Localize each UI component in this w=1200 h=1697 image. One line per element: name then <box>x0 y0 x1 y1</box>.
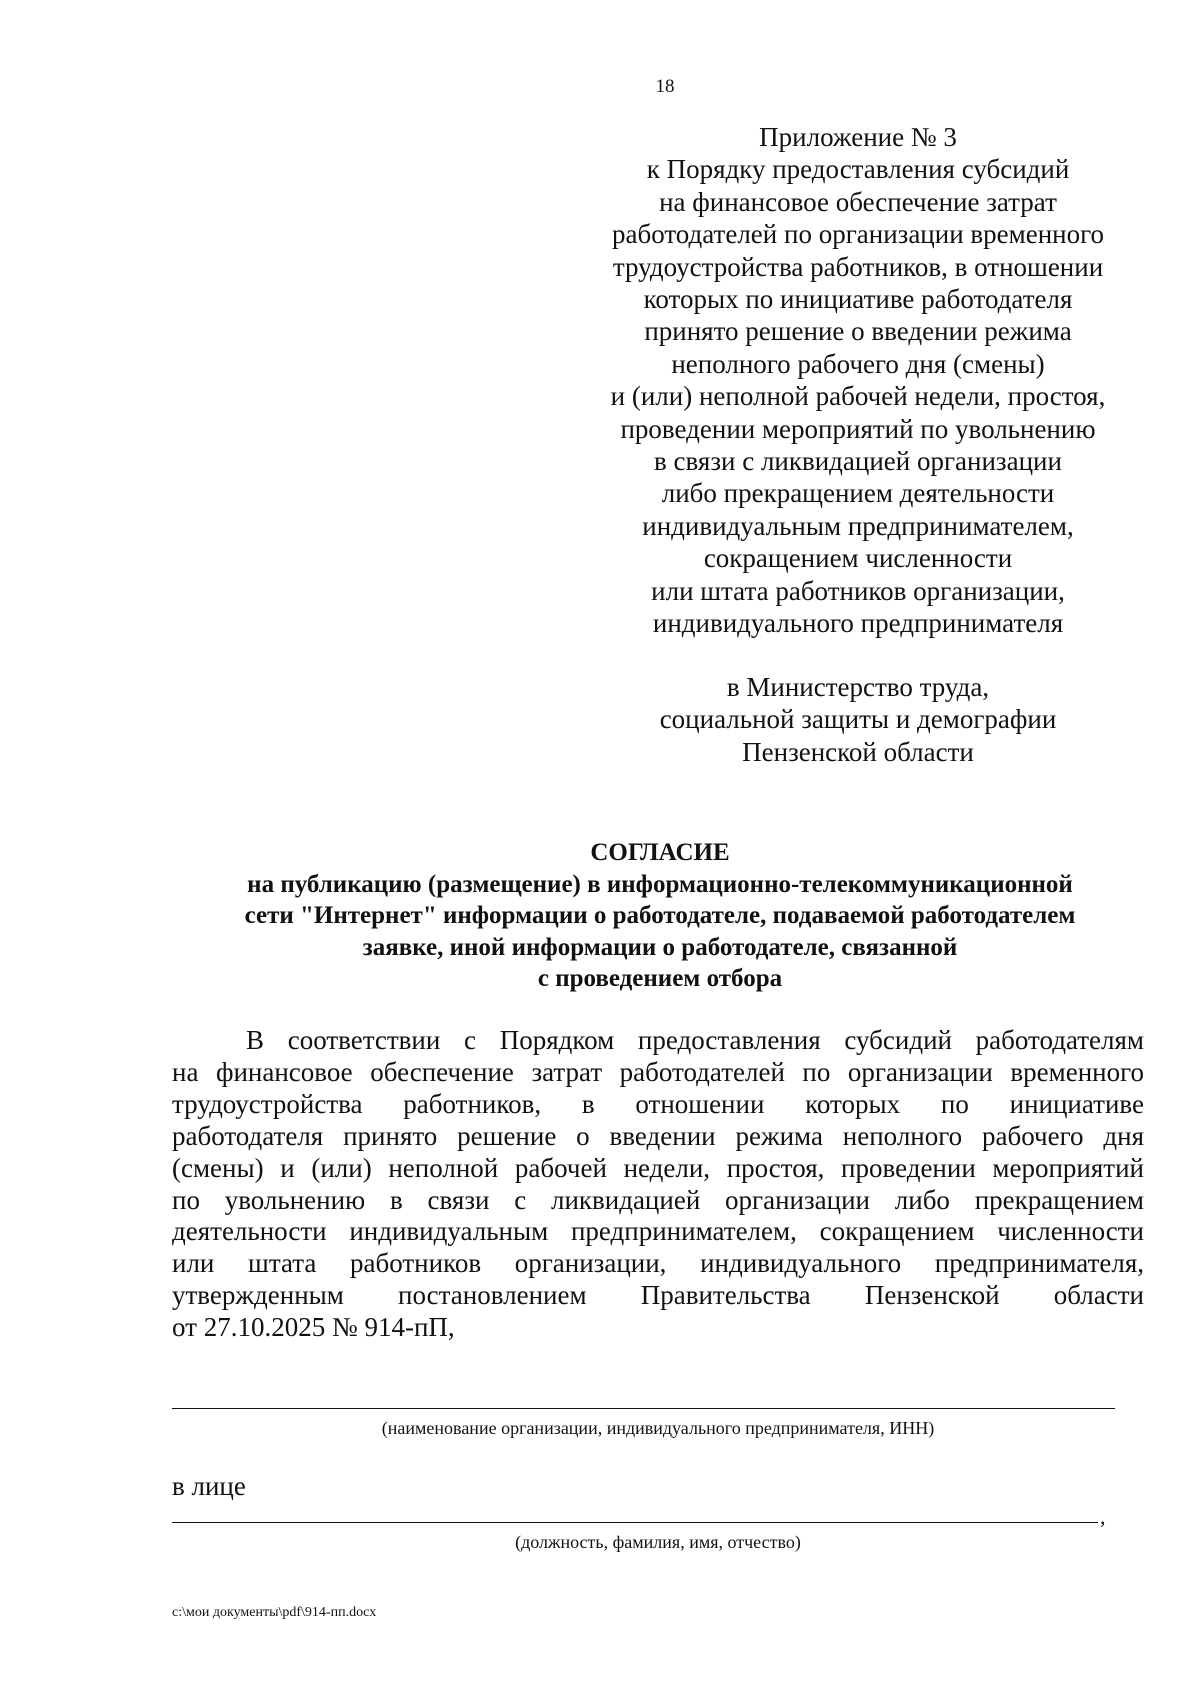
addressee-line: социальной защиты и демографии <box>659 704 1057 735</box>
appendix-line: принято решение о введении режима <box>644 316 1072 347</box>
appendix-line: на финансовое обеспечение затрат <box>659 186 1057 217</box>
organization-caption: (наименование организации, индивидуального предпринимателя, ИНН) <box>381 1418 935 1438</box>
document-title <box>170 837 1150 995</box>
body-line: или штата работников организации, индивидуального предпринимателя, <box>172 1248 1144 1279</box>
body-line: деятельности индивидуальным предпринимателем, сокращением численности <box>172 1216 1144 1247</box>
appendix-line: либо прекращением деятельности <box>661 478 1055 509</box>
body-line: по увольнению в связи с ликвидацией организации либо прекращением <box>172 1184 1144 1215</box>
appendix-line: индивидуальным предпринимателем, <box>642 510 1074 541</box>
on-behalf-label: в лице <box>172 1471 246 1501</box>
appendix-line: к Порядку предоставления субсидий <box>646 154 1070 185</box>
body-line: трудоустройства работников, в отношении которых по инициативе <box>172 1088 1144 1119</box>
appendix-line: или штата работников организации, <box>651 575 1065 606</box>
appendix-line: Приложение № 3 <box>759 122 957 152</box>
appendix-line: неполного рабочего дня (смены) <box>671 348 1045 379</box>
body-paragraph <box>172 1025 1144 1344</box>
appendix-line: которых по инициативе работодателя <box>643 284 1073 315</box>
appendix-line: в связи с ликвидацией организации <box>654 446 1062 477</box>
body-line: В соответствии с Порядком предоставления субсидий работодателям <box>246 1025 1144 1055</box>
representative-field[interactable] <box>172 1522 1098 1523</box>
title-line: заявке, иной информации о работодателе, связанной <box>362 933 958 961</box>
appendix-line: и (или) неполной рабочей недели, простоя, <box>610 381 1106 412</box>
footer-file-path: c:\мои документы\pdf\914-пп.docx <box>172 1605 377 1620</box>
appendix-line: сокращением численности <box>703 543 1013 574</box>
appendix-line: работодателей по организации временного <box>612 219 1104 250</box>
page-number: 18 <box>655 76 675 97</box>
appendix-line: индивидуального предпринимателя <box>652 608 1064 639</box>
addressee-line: в Министерство труда, <box>726 672 990 702</box>
addressee-block <box>592 671 1124 768</box>
title-heading: СОГЛАСИЕ <box>590 839 730 866</box>
title-line: на публикацию (размещение) в информационно-телекоммуникационной <box>247 870 1073 898</box>
trailing-comma: , <box>1100 1504 1106 1529</box>
person-caption: (должность, фамилия, имя, отчество) <box>515 1532 801 1552</box>
body-line: от 27.10.2025 № 914-пП, <box>172 1312 455 1343</box>
body-line: утвержденным постановлением Правительства Пензенской области <box>172 1280 1144 1311</box>
appendix-line: трудоустройства работников, в отношении <box>612 251 1104 282</box>
body-line: на финансовое обеспечение затрат работодателей по организации временного <box>172 1056 1144 1087</box>
appendix-line: проведении мероприятий по увольнению <box>620 413 1096 444</box>
organization-name-field[interactable] <box>172 1408 1115 1409</box>
body-line: работодателя принято решение о введении режима неполного рабочего дня <box>172 1120 1144 1151</box>
body-line: (смены) и (или) неполной рабочей недели, простоя, проведении мероприятий <box>172 1152 1144 1183</box>
title-line: с проведением отбора <box>537 965 783 992</box>
title-line: сети "Интернет" информации о работодателе, подаваемой работодателем <box>244 902 1076 929</box>
appendix-header <box>592 121 1124 640</box>
addressee-line: Пензенской области <box>742 736 974 767</box>
